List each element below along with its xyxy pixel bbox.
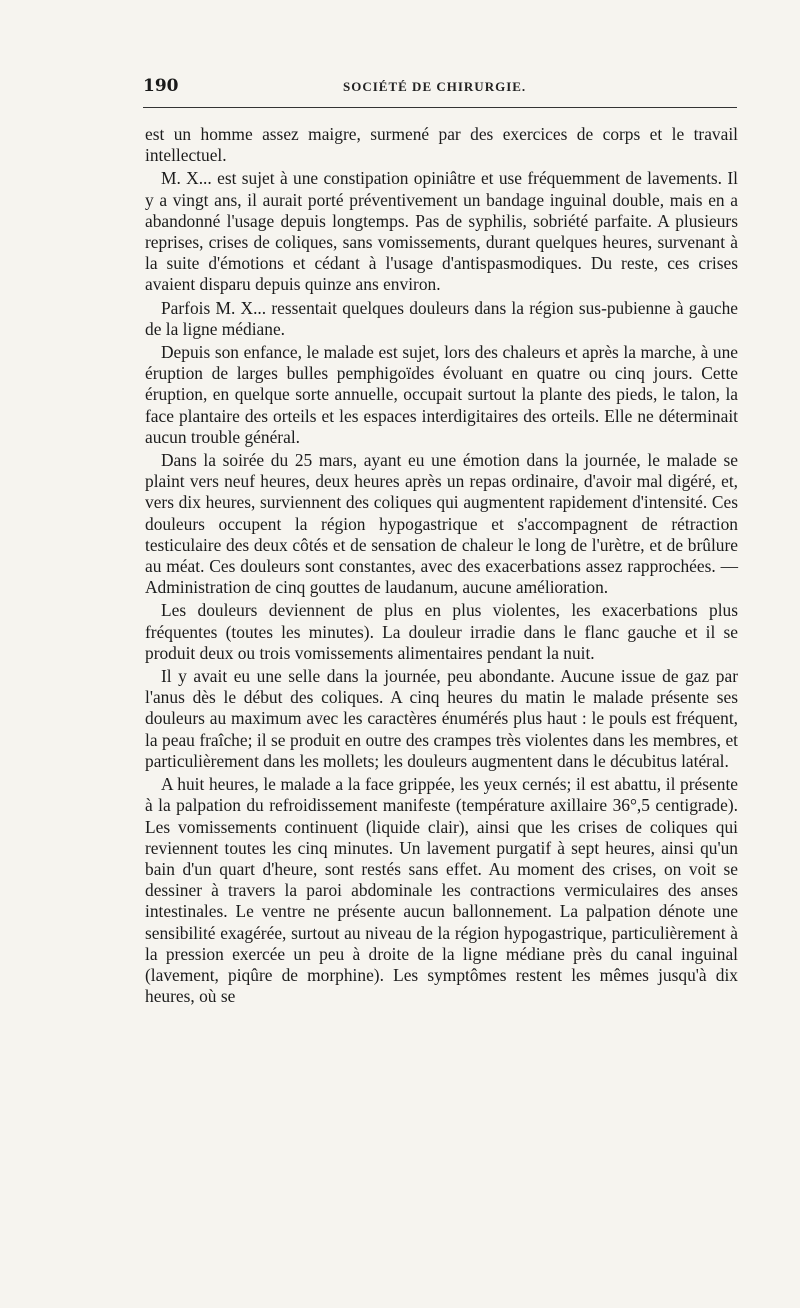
paragraph: M. X... est sujet à une constipation opiniâtre et use fréquemment de lavements. Il y a vingt ans, il aurait porté préventivement un bandage inguinal double, mais en a abandonné l'usage depuis longtemps. Pas de syphilis, sobriété parfaite. A plusieurs reprises, crises de coliques, sans vomissements, durant quelques heures, survenant à la suite d'émotions et cédant à l'usage d'antispasmodiques. Du reste, ces crises avaient disparu depuis quinze ans environ.	[145, 168, 738, 295]
header-rule	[143, 107, 737, 108]
paragraph: est un homme assez maigre, surmené par des exercices de corps et le travail intellectuel.	[145, 124, 738, 166]
paragraph: A huit heures, le malade a la face grippée, les yeux cernés; il est abattu, il présente à la palpation du refroidissement manifeste (température axillaire 36°,5 centigrade). Les vomissements continuent (liquide clair), ainsi que les crises de coliques qui reviennent toutes les cinq minutes. Un lavement purgatif à sept heures, ainsi qu'un bain d'un quart d'heure, sont restés sans effet. Au moment des crises, on voit se dessiner à travers la paroi abdominale les contractions vermiculaires des anses intestinales. Le ventre ne présente aucun ballonnement. La palpation dénote une sensibilité exagérée, surtout au niveau de la région hypogastrique, particulièrement à la pression exercée un peu à droite de la ligne médiane près du canal inguinal (lavement, piqûre de morphine). Les symptômes restent les mêmes jusqu'à dix heures, où se	[145, 774, 738, 1007]
page-number: 190	[143, 76, 179, 96]
body-text	[145, 124, 738, 1009]
paragraph: Dans la soirée du 25 mars, ayant eu une émotion dans la journée, le malade se plaint vers neuf heures, deux heures après un repas ordinaire, d'avoir mal digéré, et, vers dix heures, surviennent des coliques qui augmentent rapidement d'intensité. Ces douleurs occupent la région hypogastrique et s'accompagnent de rétraction testiculaire des deux côtés et de sensation de chaleur le long de l'urètre, et de brûlure au méat. Ces douleurs sont constantes, avec des exacerbations assez rapprochées. — Administration de cinq gouttes de laudanum, aucune amélioration.	[145, 450, 738, 598]
paragraph: Il y avait eu une selle dans la journée, peu abondante. Aucune issue de gaz par l'anus dès le début des coliques. A cinq heures du matin le malade présente ses douleurs au maximum avec les caractères énumérés plus haut : le pouls est fréquent, la peau fraîche; il se produit en outre des crampes très violentes dans les membres, et particulièrement dans les mollets; les douleurs augmentent dans le décubitus latéral.	[145, 666, 738, 771]
running-head: SOCIÉTÉ DE CHIRURGIE.	[343, 79, 527, 94]
paragraph: Depuis son enfance, le malade est sujet, lors des chaleurs et après la marche, à une éruption de larges bulles pemphigoïdes évoluant en quatre ou cinq jours. Cette éruption, en quelque sorte annuelle, occupait surtout la plante des pieds, le talon, la face plantaire des orteils et les espaces interdigitaires des orteils. Elle ne déterminait aucun trouble général.	[145, 342, 738, 447]
page-header	[143, 76, 737, 100]
paragraph: Les douleurs deviennent de plus en plus violentes, les exacerbations plus fréquentes (toutes les minutes). La douleur irradie dans le flanc gauche et il se produit deux ou trois vomissements alimentaires pendant la nuit.	[145, 600, 738, 663]
paragraph: Parfois M. X... ressentait quelques douleurs dans la région sus-pubienne à gauche de la ligne médiane.	[145, 297, 738, 339]
